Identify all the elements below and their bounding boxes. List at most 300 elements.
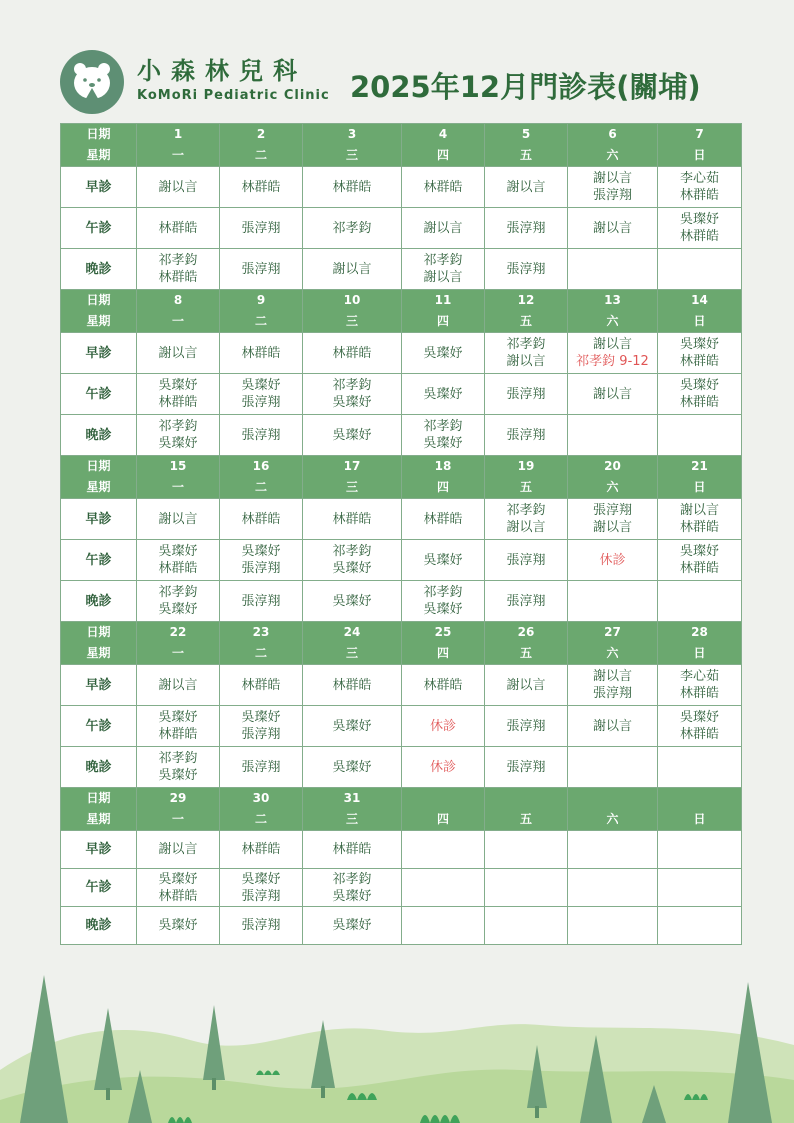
date-row xyxy=(61,622,742,644)
doctor-cell xyxy=(303,208,402,249)
doctor-name: 張淳翔 xyxy=(506,759,546,775)
evening-row xyxy=(61,747,742,788)
date-cell: 7 xyxy=(658,124,742,146)
doctor-cell xyxy=(658,374,742,415)
doctor-cell xyxy=(568,249,658,290)
doctor-cell xyxy=(658,415,742,456)
doctor-cell xyxy=(220,333,303,374)
doctor-name: 林群皓 xyxy=(158,727,198,742)
evening-label: 晚診 xyxy=(61,747,137,788)
doctor-name: 吳璨妤 xyxy=(158,544,198,559)
doctor-cell xyxy=(402,499,485,540)
doctor-name: 林群皓 xyxy=(679,229,719,244)
doctor-cell xyxy=(303,665,402,706)
doctor-cell xyxy=(568,706,658,747)
doctor-name: 謝以言 xyxy=(592,337,632,352)
doctor-name: 吳璨妤 xyxy=(158,918,198,933)
date-cell: 1 xyxy=(137,124,220,146)
date-cell: 9 xyxy=(220,290,303,312)
date-cell: 14 xyxy=(658,290,742,312)
doctor-name: 林群皓 xyxy=(158,395,198,410)
doctor-name: 謝以言 xyxy=(506,520,546,535)
morning-label: 早診 xyxy=(61,167,137,208)
date-cell: 2 xyxy=(220,124,303,146)
morning-label: 早診 xyxy=(61,499,137,540)
doctor-name: 張淳翔 xyxy=(506,220,546,236)
doctor-cell xyxy=(137,907,220,945)
doctor-name: 吳璨妤 xyxy=(158,436,198,451)
doctor-name: 林群皓 xyxy=(679,520,719,535)
doctor-name: 林群皓 xyxy=(332,179,372,195)
doctor-cell xyxy=(303,499,402,540)
evening-label: 晚診 xyxy=(61,907,137,945)
doctor-name: 林群皓 xyxy=(679,561,719,576)
doctor-cell xyxy=(568,747,658,788)
doctor-cell xyxy=(220,249,303,290)
afternoon-row xyxy=(61,540,742,581)
doctor-cell xyxy=(303,581,402,622)
doctor-name: 張淳翔 xyxy=(241,561,281,576)
weekday-cell: 三 xyxy=(303,311,402,333)
doctor-name: 吳璨妤 xyxy=(423,552,463,568)
doctor-name: 祁孝鈞 xyxy=(158,751,198,766)
doctor-name: 謝以言 xyxy=(158,677,198,693)
doctor-name: 張淳翔 xyxy=(506,552,546,568)
doctor-name: 謝以言 xyxy=(592,669,632,684)
weekday-cell: 二 xyxy=(220,477,303,499)
doctor-cell xyxy=(220,907,303,945)
weekday-cell: 四 xyxy=(402,311,485,333)
date-cell: 24 xyxy=(303,622,402,644)
weekday-cell: 日 xyxy=(658,145,742,167)
doctor-cell xyxy=(658,706,742,747)
date-label: 日期 xyxy=(61,124,137,146)
weekday-cell: 日 xyxy=(658,809,742,831)
doctor-name: 祁孝鈞 xyxy=(332,378,372,393)
doctor-name: 林群皓 xyxy=(423,179,463,195)
doctor-name: 吳璨妤 xyxy=(423,602,463,617)
weekday-cell: 二 xyxy=(220,643,303,665)
doctor-cell xyxy=(220,208,303,249)
doctor-cell xyxy=(568,540,658,581)
weekday-row xyxy=(61,809,742,831)
doctor-cell xyxy=(402,747,485,788)
doctor-name: 吳璨妤 xyxy=(241,871,281,887)
evening-row xyxy=(61,581,742,622)
afternoon-label: 午診 xyxy=(61,540,137,581)
doctor-cell xyxy=(402,167,485,208)
clinic-logo xyxy=(60,50,124,114)
weekday-cell: 五 xyxy=(485,145,568,167)
doctor-cell xyxy=(137,831,220,869)
date-label: 日期 xyxy=(61,788,137,810)
doctor-name: 吳璨妤 xyxy=(332,561,372,576)
doctor-cell xyxy=(402,540,485,581)
doctor-name: 張淳翔 xyxy=(241,888,281,904)
date-row xyxy=(61,124,742,146)
date-cell: 31 xyxy=(303,788,402,810)
date-cell: 17 xyxy=(303,456,402,478)
doctor-name: 吳璨妤 xyxy=(679,212,719,227)
doctor-cell xyxy=(485,208,568,249)
doctor-cell xyxy=(568,907,658,945)
schedule-table xyxy=(60,123,742,945)
doctor-name: 謝以言 xyxy=(158,842,198,857)
doctor-cell xyxy=(568,831,658,869)
doctor-name: 林群皓 xyxy=(241,511,281,527)
doctor-cell xyxy=(137,208,220,249)
doctor-name: 謝以言 xyxy=(679,503,719,518)
doctor-cell xyxy=(485,665,568,706)
date-cell: 21 xyxy=(658,456,742,478)
doctor-name: 謝以言 xyxy=(506,677,546,693)
date-label: 日期 xyxy=(61,622,137,644)
doctor-name: 吳璨妤 xyxy=(241,710,281,725)
doctor-name: 吳璨妤 xyxy=(158,710,198,725)
date-cell: 20 xyxy=(568,456,658,478)
morning-label: 早診 xyxy=(61,333,137,374)
date-cell: 6 xyxy=(568,124,658,146)
forest-decoration xyxy=(0,960,794,1123)
weekday-label: 星期 xyxy=(61,145,137,167)
doctor-cell xyxy=(402,907,485,945)
date-cell: 15 xyxy=(137,456,220,478)
doctor-name: 林群皓 xyxy=(423,511,463,527)
doctor-name: 吳璨妤 xyxy=(158,871,198,887)
afternoon-row xyxy=(61,208,742,249)
doctor-name: 謝以言 xyxy=(592,386,632,402)
doctor-cell xyxy=(568,333,658,374)
doctor-cell xyxy=(303,907,402,945)
doctor-cell xyxy=(485,167,568,208)
doctor-name: 林群皓 xyxy=(332,511,372,527)
doctor-cell xyxy=(485,540,568,581)
doctor-name: 吳璨妤 xyxy=(423,345,463,361)
doctor-name: 謝以言 xyxy=(592,171,632,186)
doctor-cell xyxy=(303,374,402,415)
doctor-cell xyxy=(658,747,742,788)
date-cell: 13 xyxy=(568,290,658,312)
weekday-cell: 三 xyxy=(303,643,402,665)
doctor-cell xyxy=(658,333,742,374)
weekday-cell: 六 xyxy=(568,145,658,167)
date-row xyxy=(61,456,742,478)
doctor-cell xyxy=(402,249,485,290)
date-cell: 12 xyxy=(485,290,568,312)
brand-name-en: KoMoRi Pediatric Clinic xyxy=(137,88,330,103)
date-cell: 28 xyxy=(658,622,742,644)
doctor-cell xyxy=(303,249,402,290)
doctor-name: 林群皓 xyxy=(241,345,281,361)
date-cell: 19 xyxy=(485,456,568,478)
doctor-name: 祁孝鈞 xyxy=(423,585,463,600)
doctor-cell xyxy=(402,706,485,747)
doctor-cell xyxy=(402,415,485,456)
doctor-name: 吳璨妤 xyxy=(423,386,463,402)
weekday-cell: 日 xyxy=(658,643,742,665)
date-cell: 3 xyxy=(303,124,402,146)
doctor-cell xyxy=(303,415,402,456)
afternoon-row xyxy=(61,869,742,907)
doctor-name: 吳璨妤 xyxy=(332,888,372,904)
afternoon-row xyxy=(61,706,742,747)
doctor-name: 謝以言 xyxy=(158,179,198,195)
date-cell: 18 xyxy=(402,456,485,478)
afternoon-label: 午診 xyxy=(61,208,137,249)
doctor-cell xyxy=(220,706,303,747)
evening-label: 晚診 xyxy=(61,415,137,456)
doctor-name: 張淳翔 xyxy=(592,686,632,701)
doctor-name: 林群皓 xyxy=(423,677,463,693)
doctor-cell xyxy=(137,333,220,374)
doctor-name: 張淳翔 xyxy=(241,261,281,277)
doctor-cell xyxy=(137,581,220,622)
doctor-name: 張淳翔 xyxy=(592,503,632,518)
date-cell xyxy=(485,788,568,810)
date-cell: 22 xyxy=(137,622,220,644)
doctor-cell xyxy=(485,907,568,945)
doctor-cell xyxy=(220,374,303,415)
date-cell: 5 xyxy=(485,124,568,146)
doctor-name: 祁孝鈞 xyxy=(158,253,198,268)
weekday-cell: 二 xyxy=(220,145,303,167)
doctor-cell xyxy=(303,167,402,208)
weekday-cell: 五 xyxy=(485,477,568,499)
weekday-cell: 三 xyxy=(303,477,402,499)
doctor-cell xyxy=(568,208,658,249)
closed-note: 休診 xyxy=(599,552,626,568)
closed-note: 休診 xyxy=(429,759,456,775)
doctor-cell xyxy=(658,167,742,208)
doctor-name: 張淳翔 xyxy=(506,427,546,443)
doctor-name: 祁孝鈞 xyxy=(506,503,546,518)
doctor-name: 林群皓 xyxy=(332,842,372,857)
weekday-label: 星期 xyxy=(61,809,137,831)
doctor-cell xyxy=(658,540,742,581)
doctor-name: 祁孝鈞 xyxy=(158,419,198,434)
doctor-name: 張淳翔 xyxy=(241,727,281,742)
doctor-cell xyxy=(485,869,568,907)
evening-row xyxy=(61,415,742,456)
doctor-cell xyxy=(402,208,485,249)
doctor-cell xyxy=(568,499,658,540)
doctor-name: 張淳翔 xyxy=(241,427,281,443)
doctor-cell xyxy=(402,333,485,374)
afternoon-label: 午診 xyxy=(61,706,137,747)
date-cell: 27 xyxy=(568,622,658,644)
bear-icon xyxy=(60,50,124,114)
evening-label: 晚診 xyxy=(61,249,137,290)
doctor-cell xyxy=(303,831,402,869)
date-cell: 11 xyxy=(402,290,485,312)
doctor-cell xyxy=(137,747,220,788)
doctor-name: 祁孝鈞 9-12 xyxy=(576,354,649,369)
weekday-cell: 一 xyxy=(137,311,220,333)
doctor-name: 謝以言 xyxy=(506,179,546,195)
weekday-label: 星期 xyxy=(61,643,137,665)
doctor-name: 謝以言 xyxy=(423,270,463,285)
doctor-name: 林群皓 xyxy=(241,842,281,857)
afternoon-label: 午診 xyxy=(61,374,137,415)
doctor-name: 吳璨妤 xyxy=(332,918,372,933)
date-cell: 10 xyxy=(303,290,402,312)
weekday-label: 星期 xyxy=(61,311,137,333)
doctor-name: 吳璨妤 xyxy=(158,768,198,783)
weekday-cell: 五 xyxy=(485,311,568,333)
date-label: 日期 xyxy=(61,290,137,312)
doctor-name: 林群皓 xyxy=(679,188,719,203)
doctor-name: 張淳翔 xyxy=(241,395,281,410)
weekday-cell: 五 xyxy=(485,643,568,665)
doctor-name: 林群皓 xyxy=(158,270,198,285)
doctor-cell xyxy=(220,581,303,622)
doctor-cell xyxy=(220,869,303,907)
evening-label: 晚診 xyxy=(61,581,137,622)
doctor-cell xyxy=(658,499,742,540)
weekday-cell: 六 xyxy=(568,643,658,665)
doctor-cell xyxy=(137,869,220,907)
doctor-cell xyxy=(303,869,402,907)
doctor-name: 吳璨妤 xyxy=(241,544,281,559)
doctor-name: 張淳翔 xyxy=(241,759,281,775)
doctor-name: 吳璨妤 xyxy=(332,593,372,609)
doctor-name: 謝以言 xyxy=(158,345,198,361)
doctor-name: 吳璨妤 xyxy=(158,378,198,393)
morning-row xyxy=(61,333,742,374)
doctor-name: 林群皓 xyxy=(679,686,719,701)
doctor-cell xyxy=(402,831,485,869)
doctor-cell xyxy=(568,415,658,456)
doctor-name: 林群皓 xyxy=(332,345,372,361)
morning-row xyxy=(61,167,742,208)
doctor-name: 張淳翔 xyxy=(241,918,281,933)
morning-row xyxy=(61,831,742,869)
weekday-cell: 一 xyxy=(137,145,220,167)
doctor-cell xyxy=(220,665,303,706)
doctor-name: 祁孝鈞 xyxy=(423,253,463,268)
doctor-cell xyxy=(303,333,402,374)
doctor-cell xyxy=(303,706,402,747)
doctor-cell xyxy=(485,499,568,540)
date-row xyxy=(61,788,742,810)
doctor-name: 祁孝鈞 xyxy=(423,419,463,434)
doctor-cell xyxy=(658,665,742,706)
weekday-cell: 三 xyxy=(303,145,402,167)
doctor-name: 吳璨妤 xyxy=(332,759,372,775)
doctor-name: 祁孝鈞 xyxy=(332,220,372,236)
weekday-cell: 四 xyxy=(402,145,485,167)
doctor-cell xyxy=(137,415,220,456)
weekday-cell: 六 xyxy=(568,311,658,333)
doctor-name: 祁孝鈞 xyxy=(506,337,546,352)
doctor-cell xyxy=(220,167,303,208)
weekday-row xyxy=(61,477,742,499)
doctor-name: 祁孝鈞 xyxy=(332,871,372,887)
date-cell: 23 xyxy=(220,622,303,644)
doctor-cell xyxy=(485,249,568,290)
weekday-cell: 六 xyxy=(568,477,658,499)
morning-label: 早診 xyxy=(61,665,137,706)
date-cell: 30 xyxy=(220,788,303,810)
doctor-name: 張淳翔 xyxy=(506,718,546,734)
date-cell xyxy=(568,788,658,810)
doctor-name: 林群皓 xyxy=(158,888,198,904)
weekday-label: 星期 xyxy=(61,477,137,499)
weekday-cell: 五 xyxy=(485,809,568,831)
doctor-cell xyxy=(137,706,220,747)
weekday-cell: 四 xyxy=(402,809,485,831)
weekday-cell: 一 xyxy=(137,809,220,831)
closed-note: 休診 xyxy=(429,718,456,734)
doctor-name: 張淳翔 xyxy=(592,188,632,203)
evening-row xyxy=(61,907,742,945)
doctor-cell xyxy=(485,747,568,788)
doctor-cell xyxy=(485,374,568,415)
date-label: 日期 xyxy=(61,456,137,478)
doctor-name: 林群皓 xyxy=(679,354,719,369)
brand-name-cn: 小森林兒科 xyxy=(137,57,307,85)
date-row xyxy=(61,290,742,312)
doctor-name: 林群皓 xyxy=(158,220,198,236)
doctor-cell xyxy=(402,581,485,622)
weekday-row xyxy=(61,145,742,167)
doctor-cell xyxy=(568,869,658,907)
doctor-name: 吳璨妤 xyxy=(679,378,719,393)
doctor-name: 林群皓 xyxy=(241,677,281,693)
weekday-cell: 三 xyxy=(303,809,402,831)
doctor-name: 李心茹 xyxy=(679,171,719,186)
doctor-cell xyxy=(485,831,568,869)
doctor-cell xyxy=(137,540,220,581)
doctor-name: 張淳翔 xyxy=(241,220,281,236)
date-cell: 26 xyxy=(485,622,568,644)
doctor-name: 謝以言 xyxy=(592,220,632,236)
doctor-name: 祁孝鈞 xyxy=(332,544,372,559)
doctor-name: 謝以言 xyxy=(423,220,463,236)
doctor-name: 吳璨妤 xyxy=(241,378,281,393)
weekday-row xyxy=(61,643,742,665)
doctor-name: 謝以言 xyxy=(592,718,632,734)
doctor-cell xyxy=(568,167,658,208)
doctor-cell xyxy=(568,581,658,622)
doctor-name: 林群皓 xyxy=(158,561,198,576)
weekday-cell: 四 xyxy=(402,643,485,665)
doctor-cell xyxy=(658,869,742,907)
doctor-cell xyxy=(402,869,485,907)
doctor-name: 吳璨妤 xyxy=(423,436,463,451)
doctor-name: 祁孝鈞 xyxy=(158,585,198,600)
doctor-name: 吳璨妤 xyxy=(332,718,372,734)
date-cell xyxy=(402,788,485,810)
doctor-cell xyxy=(137,499,220,540)
doctor-cell xyxy=(220,831,303,869)
weekday-cell: 日 xyxy=(658,477,742,499)
weekday-cell: 日 xyxy=(658,311,742,333)
doctor-cell xyxy=(485,706,568,747)
doctor-cell xyxy=(402,665,485,706)
doctor-cell xyxy=(485,333,568,374)
doctor-name: 張淳翔 xyxy=(241,593,281,609)
doctor-name: 吳璨妤 xyxy=(158,602,198,617)
doctor-name: 張淳翔 xyxy=(506,593,546,609)
doctor-cell xyxy=(220,540,303,581)
doctor-cell xyxy=(568,665,658,706)
doctor-name: 吳璨妤 xyxy=(332,395,372,410)
doctor-cell xyxy=(303,540,402,581)
doctor-cell xyxy=(303,747,402,788)
doctor-name: 林群皓 xyxy=(332,677,372,693)
doctor-cell xyxy=(137,665,220,706)
